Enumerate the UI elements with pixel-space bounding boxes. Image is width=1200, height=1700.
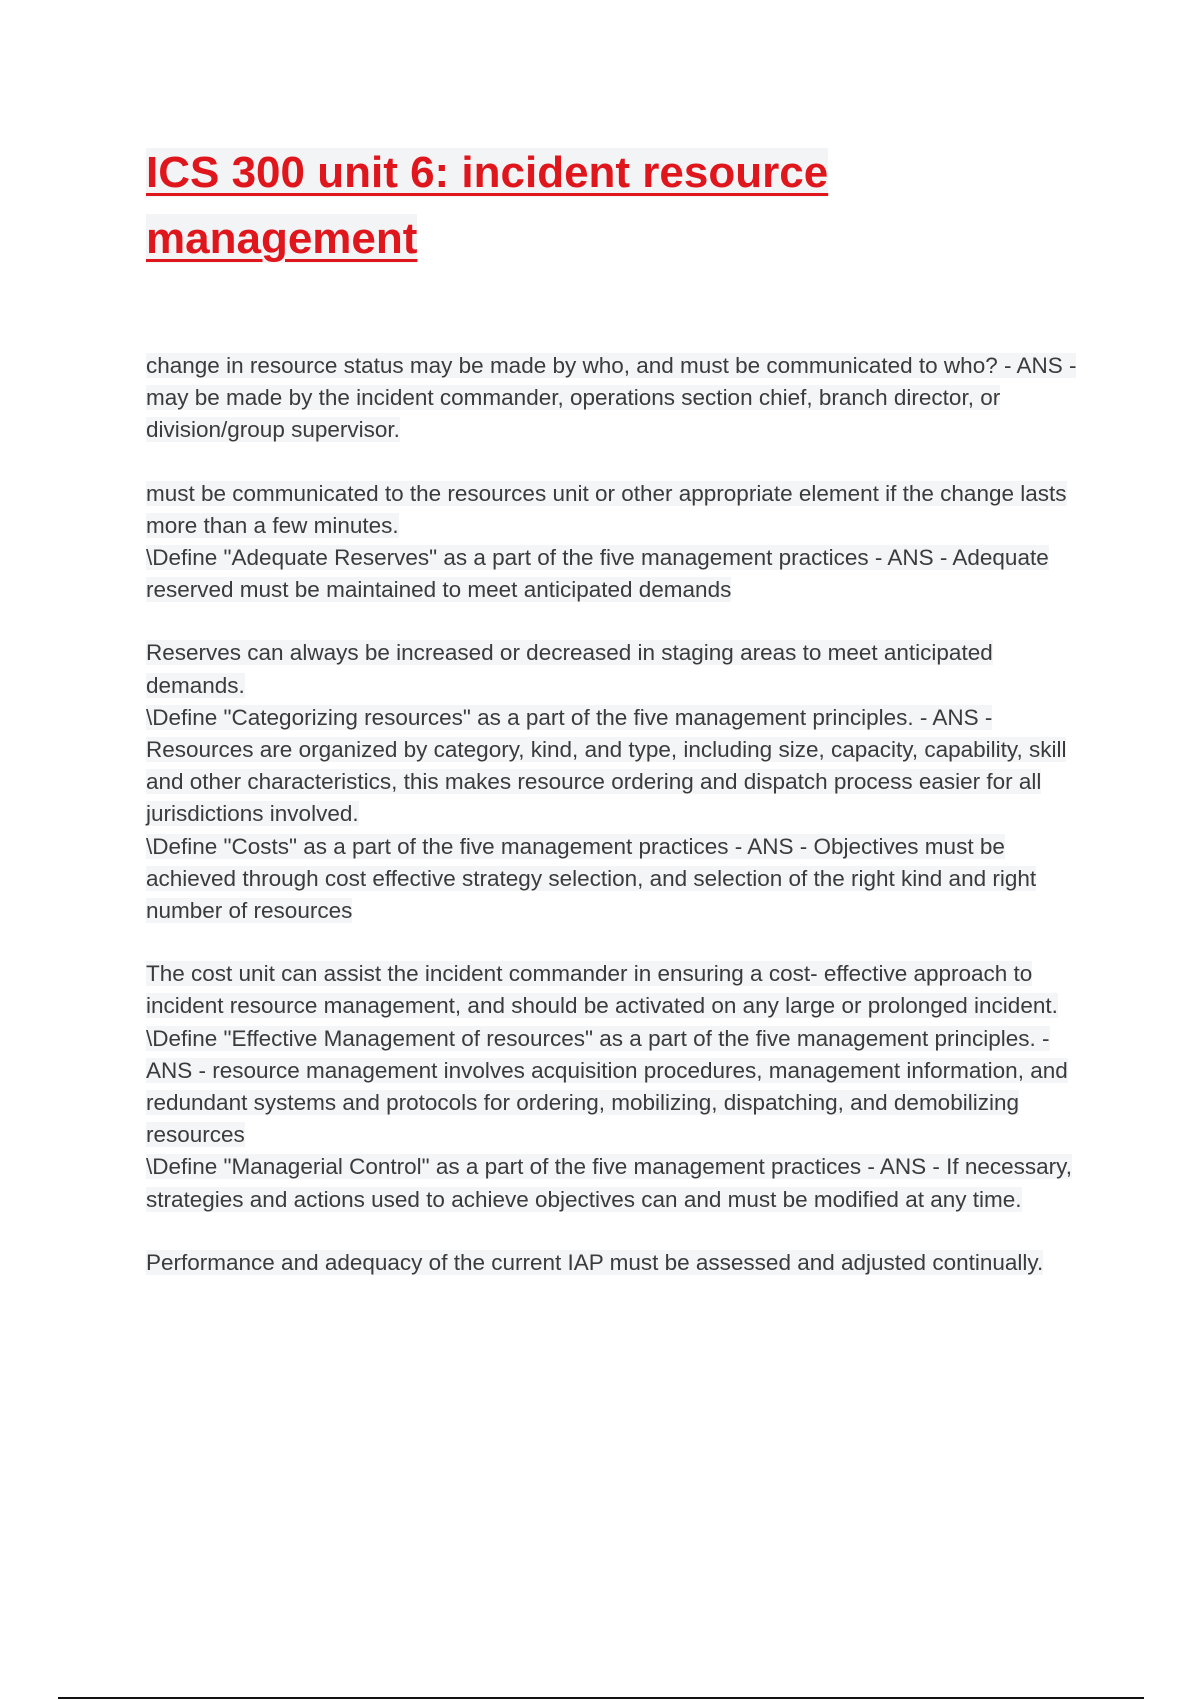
document-content bbox=[146, 140, 1096, 1279]
document-title bbox=[146, 140, 1096, 272]
paragraph-gap bbox=[146, 447, 1096, 478]
paragraph-7-text: The cost unit can assist the incident commander in ensuring a cost- effective approach to incident resource management, and should be activated on any large or prolonged incident. bbox=[146, 961, 1058, 1019]
paragraph-9 bbox=[146, 1151, 1096, 1215]
document-body bbox=[146, 350, 1096, 1279]
paragraph-gap bbox=[146, 1216, 1096, 1247]
paragraph-6 bbox=[146, 831, 1096, 928]
paragraph-3-text: \Define "Adequate Reserves" as a part of the five management practices - ANS - Adequate reserved must be maintained to meet anticipated demands bbox=[146, 545, 1049, 603]
paragraph-10-text: Performance and adequacy of the current IAP must be assessed and adjusted continually. bbox=[146, 1249, 1044, 1275]
paragraph-1 bbox=[146, 350, 1096, 447]
footer-divider bbox=[58, 1697, 1144, 1699]
paragraph-5-text: \Define "Categorizing resources" as a part of the five management principles. - ANS - Resources are organized by category, kind, and type, including size, capacity, capability, skill and other characteristics, this makes resource ordering and dispatch process easier for all jurisdictions involved. bbox=[146, 704, 1067, 827]
paragraph-3 bbox=[146, 542, 1096, 606]
paragraph-5 bbox=[146, 702, 1096, 831]
paragraph-2 bbox=[146, 478, 1096, 542]
paragraph-gap bbox=[146, 927, 1096, 958]
paragraph-gap bbox=[146, 606, 1096, 637]
paragraph-4-text: Reserves can always be increased or decreased in staging areas to meet anticipated demands. bbox=[146, 640, 993, 698]
paragraph-8 bbox=[146, 1023, 1096, 1152]
paragraph-1-text: change in resource status may be made by who, and must be communicated to who? - ANS - may be made by the incident commander, operations section chief, branch director, or division/group supervisor. bbox=[146, 353, 1077, 443]
document-title-text: ICS 300 unit 6: incident resource management bbox=[146, 148, 829, 263]
paragraph-6-text: \Define "Costs" as a part of the five management practices - ANS - Objectives must be achieved through cost effective strategy selection, and selection of the right kind and right number of resources bbox=[146, 833, 1037, 924]
paragraph-4 bbox=[146, 637, 1096, 701]
paragraph-9-text: \Define "Managerial Control" as a part of the five management practices - ANS - If necessary, strategies and actions used to achieve objectives can and must be modified at any time. bbox=[146, 1154, 1072, 1212]
paragraph-10 bbox=[146, 1247, 1096, 1279]
paragraph-7 bbox=[146, 958, 1096, 1022]
paragraph-2-text: must be communicated to the resources unit or other appropriate element if the change lasts more than a few minutes. bbox=[146, 480, 1067, 538]
paragraph-8-text: \Define "Effective Management of resources" as a part of the five management principles. - ANS - resource management involves acquisition procedures, management information, and redundant systems and protocols for ordering, mobilizing, dispatching, and demobilizing resources bbox=[146, 1025, 1068, 1148]
